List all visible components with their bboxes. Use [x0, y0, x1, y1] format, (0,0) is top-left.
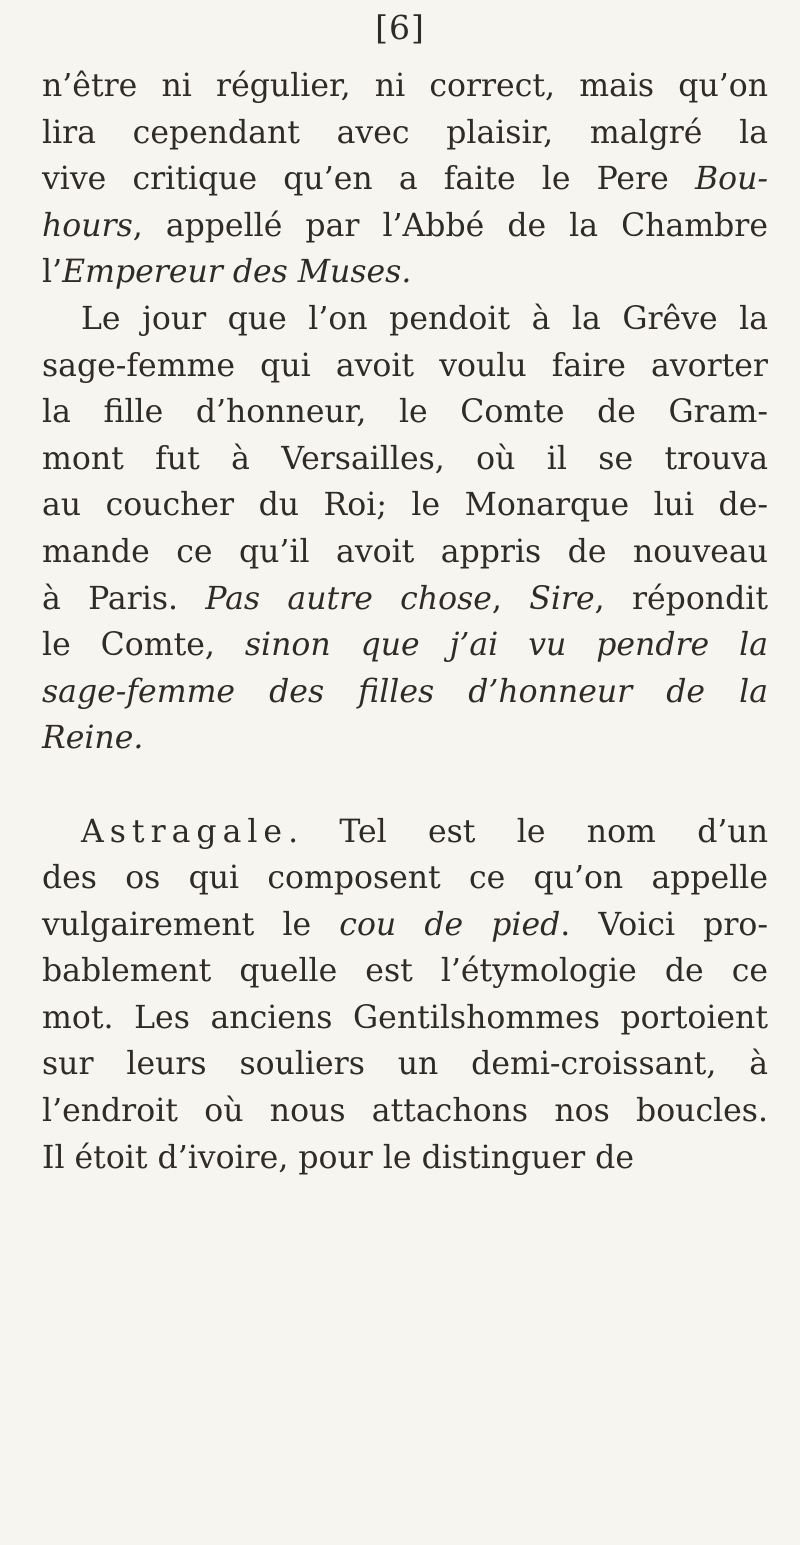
text-line [42, 482, 768, 529]
text-line [42, 1041, 768, 1088]
text-run: le Comte, [42, 627, 245, 664]
text-line [42, 1088, 768, 1135]
text-run: lira cependant avec plaisir, malgré la [42, 114, 768, 151]
text-run: Il étoit d’ivoire, pour le distinguer de [42, 1139, 634, 1176]
text-run: sur leurs souliers un demi-croissant, à [42, 1046, 768, 1083]
text-line [42, 809, 768, 856]
text-run: sage-femme qui avoit voulu faire avorter [42, 347, 768, 384]
text-run: mot. Les anciens Gentilshommes portoient [42, 999, 768, 1036]
text-line [42, 948, 768, 995]
text-run: l’endroit où nous attachons nos boucles. [42, 1093, 768, 1130]
text-run: n’être ni régulier, ni correct, mais qu’on [42, 68, 768, 104]
text-line [42, 296, 768, 343]
text-line [42, 995, 768, 1042]
text-run: vive critique qu’en a faite le Pere [42, 161, 695, 198]
italic-run: Sire [529, 580, 595, 617]
text-line [42, 529, 768, 576]
text-run: des os qui composent ce qu’on appelle [42, 860, 768, 897]
text-run: mont fut à Versailles, où il se trouva [42, 440, 768, 477]
text-run: l’ [42, 254, 63, 291]
text-run: . Tel est le nom d’un [288, 813, 768, 850]
text-run: Le jour que l’on pendoit à la Grêve la [81, 300, 768, 337]
italic-run: sage-femme des filles d’honneur de la [42, 673, 768, 710]
text-line [42, 249, 768, 296]
text-line [42, 902, 768, 949]
text-line [42, 622, 768, 669]
text-run: . Voici pro- [560, 906, 768, 943]
italic-run: sinon que j’ai vu pendre la [244, 627, 768, 664]
text-run: vulgairement le [42, 906, 340, 943]
text-run: , appellé par l’Abbé de la Chambre [132, 207, 768, 244]
text-line [42, 389, 768, 436]
italic-run: Bou- [694, 161, 768, 198]
text-run: , répondit [594, 580, 768, 617]
text-line [42, 436, 768, 483]
text-line [42, 669, 768, 716]
paragraph-gap [42, 762, 768, 809]
italic-run: Reine. [42, 720, 144, 757]
page-number: [6] [375, 8, 425, 47]
text-line [42, 576, 768, 623]
text-run: , [491, 580, 530, 617]
italic-run: cou de pied [339, 906, 561, 943]
text-line [42, 110, 768, 157]
text-run: bablement quelle est l’étymologie de ce [42, 953, 768, 990]
text-line [42, 715, 768, 762]
italic-run: Empereur des Muses. [62, 254, 412, 291]
text-run: mande ce qu’il avoit appris de nouveau [42, 533, 768, 570]
small-caps-run: Astragale [81, 813, 289, 850]
body-text [42, 63, 768, 1181]
text-run: au coucher du Roi; le Monarque lui de- [42, 487, 768, 524]
text-line [42, 855, 768, 902]
text-line [42, 63, 768, 110]
text-line [42, 1135, 768, 1182]
italic-run: Pas autre chose [205, 580, 492, 617]
text-run: la fille d’honneur, le Comte de Gram- [42, 394, 768, 431]
italic-run: hours [42, 207, 133, 244]
text-line [42, 156, 768, 203]
text-line [42, 343, 768, 390]
text-run: à Paris. [42, 580, 206, 617]
text-line [42, 203, 768, 250]
